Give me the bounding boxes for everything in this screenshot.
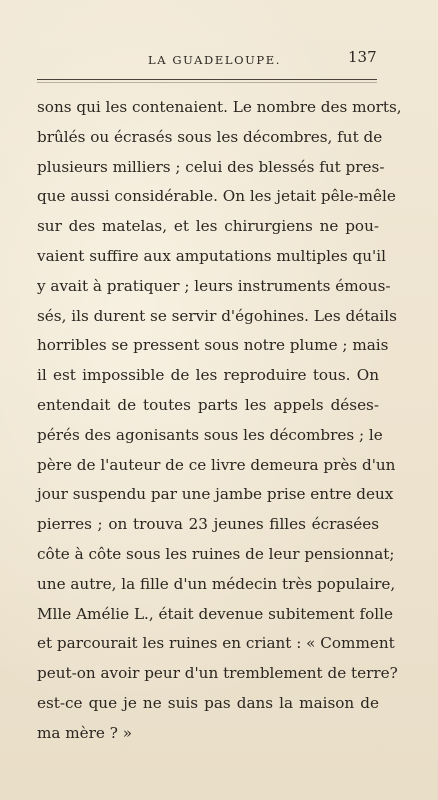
text-line: il est impossible de les reproduire tous. On (37, 366, 379, 385)
text-line: Mlle Amélie L., était devenue subitement folle (37, 604, 393, 623)
text-line: côte à côte sous les ruines de leur pensionnat; (37, 544, 395, 563)
text-line: est-ce que je ne suis pas dans la maison de (37, 693, 379, 712)
text-line: pérés des agonisants sous les décombres ; le (37, 425, 383, 444)
text-line: y avait à pratiquer ; leurs instruments émous- (37, 276, 391, 295)
header-rule-shadow (37, 82, 377, 83)
text-line: ma mère ? » (37, 723, 133, 742)
text-line: sons qui les contenaient. Le nombre des morts, (37, 98, 402, 116)
running-header-title: LA GUADELOUPE. (148, 53, 281, 67)
page-number: 137 (348, 48, 377, 66)
text-line: père de l'auteur de ce livre demeura près d'un (37, 455, 396, 474)
text-line: que aussi considérable. On les jetait pêle-mêle (37, 187, 396, 206)
text-line: une autre, la fille d'un médecin très populaire, (37, 574, 396, 593)
text-line: jour suspendu par une jambe prise entre deux (37, 485, 394, 504)
text-line: pierres ; on trouva 23 jeunes filles écrasées (37, 515, 379, 534)
text-line: sur des matelas, et les chirurgiens ne pou- (37, 217, 379, 236)
text-line: entendait de toutes parts les appels déses- (37, 395, 379, 414)
text-line: vaient suffire aux amputations multiples qu'il (37, 246, 386, 265)
text-line: et parcourait les ruines en criant : « Comment (37, 634, 395, 653)
text-line: peut-on avoir peur d'un tremblement de terre? (37, 664, 398, 683)
body-text (37, 93, 402, 749)
text-line: plusieurs milliers ; celui des blessés fut pres- (37, 157, 385, 176)
text-line: sés, ils durent se servir d'égohines. Les détails (37, 306, 397, 325)
text-line: brûlés ou écrasés sous les décombres, fut de (37, 127, 383, 146)
header-rule (37, 79, 377, 80)
text-line: horribles se pressent sous notre plume ; mais (37, 336, 389, 355)
